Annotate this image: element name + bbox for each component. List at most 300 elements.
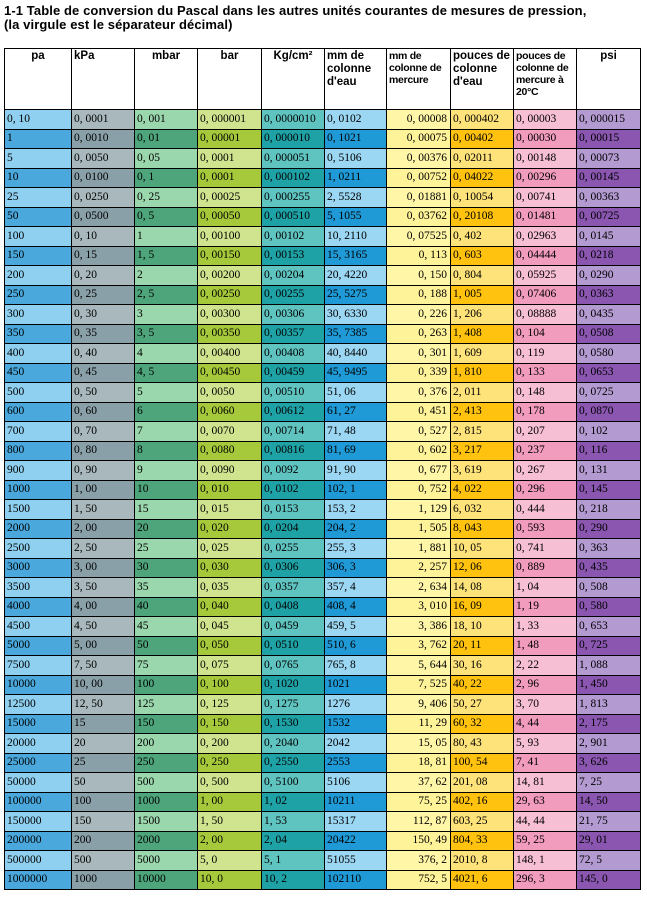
column-header-mmhg: mm de colonne de mercure (387, 49, 451, 110)
cell-pa: 50000 (5, 773, 72, 793)
table-row (5, 831, 641, 851)
cell-kpa: 0, 0100 (72, 168, 135, 188)
cell-pouceseau: 4021, 6 (451, 870, 514, 890)
cell-mmhg: 1, 505 (387, 519, 451, 539)
cell-mbar: 4, 5 (135, 363, 198, 383)
cell-pa: 400 (5, 344, 72, 364)
cell-poucesmerc: 0, 444 (514, 500, 577, 520)
column-header-mbar: mbar (135, 49, 198, 110)
cell-mbar: 1, 5 (135, 246, 198, 266)
cell-pouceseau: 4, 022 (451, 480, 514, 500)
cell-psi: 72, 5 (577, 851, 641, 871)
cell-poucesmerc: 1, 33 (514, 617, 577, 637)
cell-poucesmerc: 0, 593 (514, 519, 577, 539)
cell-psi: 0, 363 (577, 539, 641, 559)
cell-kgcm2: 0, 2040 (262, 734, 325, 754)
cell-mmeau: 255, 3 (325, 539, 387, 559)
cell-kgcm2: 0, 5100 (262, 773, 325, 793)
cell-pa: 200000 (5, 831, 72, 851)
cell-bar: 0, 020 (198, 519, 262, 539)
cell-mmeau: 15, 3165 (325, 246, 387, 266)
cell-poucesmerc: 2, 22 (514, 656, 577, 676)
cell-kgcm2: 0, 0459 (262, 617, 325, 637)
cell-pouceseau: 40, 22 (451, 675, 514, 695)
table-row (5, 792, 641, 812)
conversion-table (4, 48, 641, 890)
cell-mmhg: 0, 01881 (387, 188, 451, 208)
table-row (5, 441, 641, 461)
cell-kgcm2: 0, 00204 (262, 266, 325, 286)
table-row (5, 656, 641, 676)
cell-kpa: 150 (72, 812, 135, 832)
cell-bar: 0, 00250 (198, 285, 262, 305)
cell-mmeau: 0, 1021 (325, 129, 387, 149)
table-row (5, 753, 641, 773)
cell-mbar: 1500 (135, 812, 198, 832)
cell-mmhg: 0, 677 (387, 461, 451, 481)
cell-mbar: 15 (135, 500, 198, 520)
cell-pouceseau: 0, 02011 (451, 149, 514, 169)
cell-mbar: 9 (135, 461, 198, 481)
cell-mmeau: 30, 6330 (325, 305, 387, 325)
cell-pa: 15000 (5, 714, 72, 734)
cell-poucesmerc: 1, 04 (514, 578, 577, 598)
cell-kgcm2: 0, 00408 (262, 344, 325, 364)
cell-mmeau: 61, 27 (325, 402, 387, 422)
header-row (5, 49, 641, 110)
cell-pa: 4000 (5, 597, 72, 617)
cell-poucesmerc: 0, 00296 (514, 168, 577, 188)
cell-pa: 350 (5, 324, 72, 344)
cell-bar: 2, 00 (198, 831, 262, 851)
cell-bar: 0, 035 (198, 578, 262, 598)
cell-poucesmerc: 4, 44 (514, 714, 577, 734)
cell-mbar: 75 (135, 656, 198, 676)
table-row (5, 129, 641, 149)
cell-pa: 25000 (5, 753, 72, 773)
cell-psi: 0, 102 (577, 422, 641, 442)
cell-psi: 0, 00725 (577, 207, 641, 227)
cell-mbar: 6 (135, 402, 198, 422)
cell-pouceseau: 80, 43 (451, 734, 514, 754)
cell-pa: 1 (5, 129, 72, 149)
cell-kgcm2: 0, 0408 (262, 597, 325, 617)
cell-poucesmerc: 7, 41 (514, 753, 577, 773)
cell-poucesmerc: 0, 00003 (514, 110, 577, 130)
cell-pa: 5 (5, 149, 72, 169)
column-header-mmeau: mm de colonne d'eau (325, 49, 387, 110)
cell-bar: 0, 040 (198, 597, 262, 617)
cell-pa: 20000 (5, 734, 72, 754)
table-row (5, 597, 641, 617)
cell-poucesmerc: 0, 267 (514, 461, 577, 481)
cell-bar: 0, 030 (198, 558, 262, 578)
column-header-bar: bar (198, 49, 262, 110)
cell-kpa: 1, 50 (72, 500, 135, 520)
table-row (5, 110, 641, 130)
cell-pa: 50 (5, 207, 72, 227)
cell-mmhg: 0, 263 (387, 324, 451, 344)
cell-psi: 0, 00145 (577, 168, 641, 188)
column-header-pouceseau: pouces de colonne d'eau (451, 49, 514, 110)
cell-kgcm2: 0, 0765 (262, 656, 325, 676)
cell-bar: 0, 500 (198, 773, 262, 793)
cell-psi: 0, 0653 (577, 363, 641, 383)
cell-poucesmerc: 14, 81 (514, 773, 577, 793)
cell-mmeau: 0, 0102 (325, 110, 387, 130)
cell-mmeau: 51, 06 (325, 383, 387, 403)
cell-bar: 0, 150 (198, 714, 262, 734)
cell-kpa: 7, 50 (72, 656, 135, 676)
cell-kpa: 1000 (72, 870, 135, 890)
cell-mmhg: 9, 406 (387, 695, 451, 715)
cell-kgcm2: 1, 53 (262, 812, 325, 832)
cell-kpa: 0, 10 (72, 227, 135, 247)
cell-pa: 200 (5, 266, 72, 286)
cell-pouceseau: 2, 413 (451, 402, 514, 422)
cell-mmhg: 2, 257 (387, 558, 451, 578)
cell-kpa: 3, 50 (72, 578, 135, 598)
cell-kpa: 20 (72, 734, 135, 754)
cell-pouceseau: 804, 33 (451, 831, 514, 851)
column-header-kgcm2: Kg/cm² (262, 49, 325, 110)
table-row (5, 578, 641, 598)
cell-psi: 0, 725 (577, 636, 641, 656)
cell-mbar: 3 (135, 305, 198, 325)
table-row (5, 773, 641, 793)
cell-mbar: 50 (135, 636, 198, 656)
cell-mbar: 1 (135, 227, 198, 247)
title-line-1: 1-1 Table de conversion du Pascal dans les autres unités courantes de mesures de pression, (4, 3, 587, 18)
cell-mbar: 3, 5 (135, 324, 198, 344)
cell-bar: 0, 075 (198, 656, 262, 676)
cell-mbar: 100 (135, 675, 198, 695)
cell-pouceseau: 1, 810 (451, 363, 514, 383)
cell-mmeau: 153, 2 (325, 500, 387, 520)
cell-psi: 29, 01 (577, 831, 641, 851)
cell-bar: 0, 015 (198, 500, 262, 520)
cell-mbar: 0, 01 (135, 129, 198, 149)
cell-pouceseau: 0, 04022 (451, 168, 514, 188)
cell-mmeau: 102, 1 (325, 480, 387, 500)
cell-pouceseau: 12, 06 (451, 558, 514, 578)
cell-pa: 4500 (5, 617, 72, 637)
table-row (5, 266, 641, 286)
cell-poucesmerc: 0, 133 (514, 363, 577, 383)
cell-kpa: 15 (72, 714, 135, 734)
table-row (5, 851, 641, 871)
cell-mmeau: 10, 2110 (325, 227, 387, 247)
cell-mmhg: 0, 301 (387, 344, 451, 364)
cell-mmeau: 0, 5106 (325, 149, 387, 169)
cell-mmhg: 7, 525 (387, 675, 451, 695)
cell-mmeau: 459, 5 (325, 617, 387, 637)
cell-mmeau: 2042 (325, 734, 387, 754)
cell-pa: 1000000 (5, 870, 72, 890)
cell-kgcm2: 0, 1020 (262, 675, 325, 695)
cell-mmeau: 2553 (325, 753, 387, 773)
cell-bar: 0, 00050 (198, 207, 262, 227)
cell-mmhg: 150, 49 (387, 831, 451, 851)
cell-poucesmerc: 44, 44 (514, 812, 577, 832)
table-row (5, 402, 641, 422)
cell-mmeau: 71, 48 (325, 422, 387, 442)
cell-mmeau: 1021 (325, 675, 387, 695)
cell-mmeau: 20, 4220 (325, 266, 387, 286)
cell-kgcm2: 0, 1530 (262, 714, 325, 734)
cell-pa: 100000 (5, 792, 72, 812)
table-row (5, 480, 641, 500)
table-row (5, 558, 641, 578)
cell-pa: 150 (5, 246, 72, 266)
cell-mmhg: 0, 113 (387, 246, 451, 266)
cell-pouceseau: 60, 32 (451, 714, 514, 734)
title-line-2: (la virgule est le séparateur décimal) (4, 17, 233, 32)
cell-mmeau: 2, 5528 (325, 188, 387, 208)
cell-mmhg: 75, 25 (387, 792, 451, 812)
table-row (5, 246, 641, 266)
table-row (5, 324, 641, 344)
cell-kgcm2: 0, 000051 (262, 149, 325, 169)
cell-pouceseau: 2010, 8 (451, 851, 514, 871)
table-row (5, 285, 641, 305)
cell-mmeau: 1276 (325, 695, 387, 715)
cell-kgcm2: 0, 0255 (262, 539, 325, 559)
cell-mbar: 500 (135, 773, 198, 793)
cell-kpa: 0, 0500 (72, 207, 135, 227)
cell-psi: 7, 25 (577, 773, 641, 793)
cell-mmhg: 752, 5 (387, 870, 451, 890)
cell-mmhg: 0, 752 (387, 480, 451, 500)
cell-mmhg: 11, 29 (387, 714, 451, 734)
table-header (5, 49, 641, 110)
cell-pouceseau: 2, 815 (451, 422, 514, 442)
cell-kgcm2: 0, 00459 (262, 363, 325, 383)
column-header-poucesmerc: pouces de colonne de mercure à 20°C (514, 49, 577, 110)
cell-kpa: 0, 45 (72, 363, 135, 383)
cell-poucesmerc: 0, 889 (514, 558, 577, 578)
cell-pa: 1500 (5, 500, 72, 520)
cell-mmhg: 1, 129 (387, 500, 451, 520)
cell-psi: 0, 00073 (577, 149, 641, 169)
cell-bar: 0, 00450 (198, 363, 262, 383)
cell-pa: 25 (5, 188, 72, 208)
cell-psi: 0, 653 (577, 617, 641, 637)
cell-bar: 0, 0080 (198, 441, 262, 461)
cell-kgcm2: 0, 00612 (262, 402, 325, 422)
cell-kgcm2: 0, 00306 (262, 305, 325, 325)
cell-poucesmerc: 0, 741 (514, 539, 577, 559)
cell-pouceseau: 18, 10 (451, 617, 514, 637)
cell-kpa: 5, 00 (72, 636, 135, 656)
table-row (5, 617, 641, 637)
cell-poucesmerc: 0, 01481 (514, 207, 577, 227)
cell-poucesmerc: 0, 04444 (514, 246, 577, 266)
cell-psi: 0, 0145 (577, 227, 641, 247)
cell-pa: 100 (5, 227, 72, 247)
cell-mmeau: 306, 3 (325, 558, 387, 578)
table-row (5, 305, 641, 325)
cell-mmhg: 0, 226 (387, 305, 451, 325)
cell-poucesmerc: 0, 02963 (514, 227, 577, 247)
cell-pa: 300 (5, 305, 72, 325)
cell-kgcm2: 0, 0153 (262, 500, 325, 520)
cell-kgcm2: 5, 1 (262, 851, 325, 871)
cell-poucesmerc: 0, 178 (514, 402, 577, 422)
cell-psi: 1, 088 (577, 656, 641, 676)
cell-mmeau: 357, 4 (325, 578, 387, 598)
cell-bar: 0, 0050 (198, 383, 262, 403)
cell-bar: 0, 0060 (198, 402, 262, 422)
cell-kpa: 25 (72, 753, 135, 773)
cell-pa: 500 (5, 383, 72, 403)
cell-pouceseau: 0, 00402 (451, 129, 514, 149)
cell-mmhg: 0, 00008 (387, 110, 451, 130)
cell-mmhg: 3, 386 (387, 617, 451, 637)
cell-pouceseau: 10, 05 (451, 539, 514, 559)
cell-bar: 0, 050 (198, 636, 262, 656)
cell-mmeau: 1, 0211 (325, 168, 387, 188)
cell-kgcm2: 0, 0204 (262, 519, 325, 539)
cell-psi: 0, 00015 (577, 129, 641, 149)
cell-pouceseau: 201, 08 (451, 773, 514, 793)
cell-poucesmerc: 59, 25 (514, 831, 577, 851)
cell-mmhg: 0, 00376 (387, 149, 451, 169)
cell-pouceseau: 1, 206 (451, 305, 514, 325)
cell-kgcm2: 0, 00510 (262, 383, 325, 403)
cell-kgcm2: 0, 000255 (262, 188, 325, 208)
cell-pouceseau: 0, 804 (451, 266, 514, 286)
cell-kpa: 4, 50 (72, 617, 135, 637)
cell-poucesmerc: 5, 93 (514, 734, 577, 754)
cell-mmhg: 0, 00752 (387, 168, 451, 188)
cell-poucesmerc: 148, 1 (514, 851, 577, 871)
cell-bar: 0, 025 (198, 539, 262, 559)
cell-pa: 0, 10 (5, 110, 72, 130)
cell-kpa: 0, 0010 (72, 129, 135, 149)
cell-kgcm2: 0, 000102 (262, 168, 325, 188)
cell-mbar: 40 (135, 597, 198, 617)
cell-kpa: 0, 30 (72, 305, 135, 325)
cell-pa: 2000 (5, 519, 72, 539)
cell-mmeau: 204, 2 (325, 519, 387, 539)
cell-bar: 1, 50 (198, 812, 262, 832)
cell-mbar: 2 (135, 266, 198, 286)
cell-pouceseau: 0, 603 (451, 246, 514, 266)
cell-mmhg: 1, 881 (387, 539, 451, 559)
cell-psi: 0, 290 (577, 519, 641, 539)
cell-mmhg: 0, 07525 (387, 227, 451, 247)
cell-poucesmerc: 296, 3 (514, 870, 577, 890)
cell-poucesmerc: 0, 00030 (514, 129, 577, 149)
cell-mbar: 10 (135, 480, 198, 500)
cell-mmhg: 0, 188 (387, 285, 451, 305)
cell-pouceseau: 2, 011 (451, 383, 514, 403)
cell-mmhg: 0, 602 (387, 441, 451, 461)
cell-mmhg: 112, 87 (387, 812, 451, 832)
table-row (5, 812, 641, 832)
cell-mbar: 8 (135, 441, 198, 461)
cell-mbar: 200 (135, 734, 198, 754)
cell-poucesmerc: 0, 148 (514, 383, 577, 403)
cell-psi: 0, 131 (577, 461, 641, 481)
cell-mbar: 4 (135, 344, 198, 364)
cell-mmeau: 25, 5275 (325, 285, 387, 305)
cell-psi: 0, 0870 (577, 402, 641, 422)
cell-kpa: 0, 15 (72, 246, 135, 266)
cell-mmeau: 15317 (325, 812, 387, 832)
cell-psi: 1, 450 (577, 675, 641, 695)
cell-kgcm2: 0, 00816 (262, 441, 325, 461)
cell-poucesmerc: 0, 05925 (514, 266, 577, 286)
cell-kpa: 4, 00 (72, 597, 135, 617)
cell-psi: 0, 145 (577, 480, 641, 500)
cell-bar: 0, 00300 (198, 305, 262, 325)
cell-mbar: 5 (135, 383, 198, 403)
table-row (5, 344, 641, 364)
cell-kgcm2: 0, 0510 (262, 636, 325, 656)
cell-psi: 2, 901 (577, 734, 641, 754)
cell-psi: 0, 0363 (577, 285, 641, 305)
cell-mbar: 150 (135, 714, 198, 734)
cell-psi: 0, 0290 (577, 266, 641, 286)
cell-poucesmerc: 1, 19 (514, 597, 577, 617)
cell-psi: 0, 0580 (577, 344, 641, 364)
cell-psi: 0, 0725 (577, 383, 641, 403)
cell-mmhg: 0, 00075 (387, 129, 451, 149)
cell-mmhg: 0, 451 (387, 402, 451, 422)
table-row (5, 695, 641, 715)
cell-mbar: 5000 (135, 851, 198, 871)
table-row (5, 636, 641, 656)
cell-psi: 0, 116 (577, 441, 641, 461)
cell-kgcm2: 0, 0357 (262, 578, 325, 598)
cell-psi: 145, 0 (577, 870, 641, 890)
cell-kgcm2: 0, 00714 (262, 422, 325, 442)
cell-poucesmerc: 0, 237 (514, 441, 577, 461)
cell-kpa: 0, 25 (72, 285, 135, 305)
cell-bar: 0, 00100 (198, 227, 262, 247)
table-row (5, 519, 641, 539)
cell-mmhg: 0, 03762 (387, 207, 451, 227)
cell-mmeau: 5, 1055 (325, 207, 387, 227)
cell-mmhg: 376, 2 (387, 851, 451, 871)
cell-pouceseau: 100, 54 (451, 753, 514, 773)
column-header-kpa: kPa (72, 49, 135, 110)
cell-mbar: 7 (135, 422, 198, 442)
cell-mmhg: 5, 644 (387, 656, 451, 676)
cell-bar: 0, 0001 (198, 149, 262, 169)
cell-mmhg: 15, 05 (387, 734, 451, 754)
cell-kgcm2: 0, 00357 (262, 324, 325, 344)
cell-mbar: 10000 (135, 870, 198, 890)
cell-poucesmerc: 0, 296 (514, 480, 577, 500)
cell-kgcm2: 1, 02 (262, 792, 325, 812)
cell-bar: 0, 00001 (198, 129, 262, 149)
cell-pouceseau: 14, 08 (451, 578, 514, 598)
cell-kgcm2: 0, 000010 (262, 129, 325, 149)
cell-mmeau: 102110 (325, 870, 387, 890)
cell-pouceseau: 0, 402 (451, 227, 514, 247)
cell-pouceseau: 603, 25 (451, 812, 514, 832)
cell-mbar: 0, 1 (135, 168, 198, 188)
cell-kpa: 0, 70 (72, 422, 135, 442)
cell-mmhg: 0, 376 (387, 383, 451, 403)
cell-mbar: 30 (135, 558, 198, 578)
cell-mmhg: 18, 81 (387, 753, 451, 773)
cell-psi: 0, 218 (577, 500, 641, 520)
cell-pa: 10000 (5, 675, 72, 695)
